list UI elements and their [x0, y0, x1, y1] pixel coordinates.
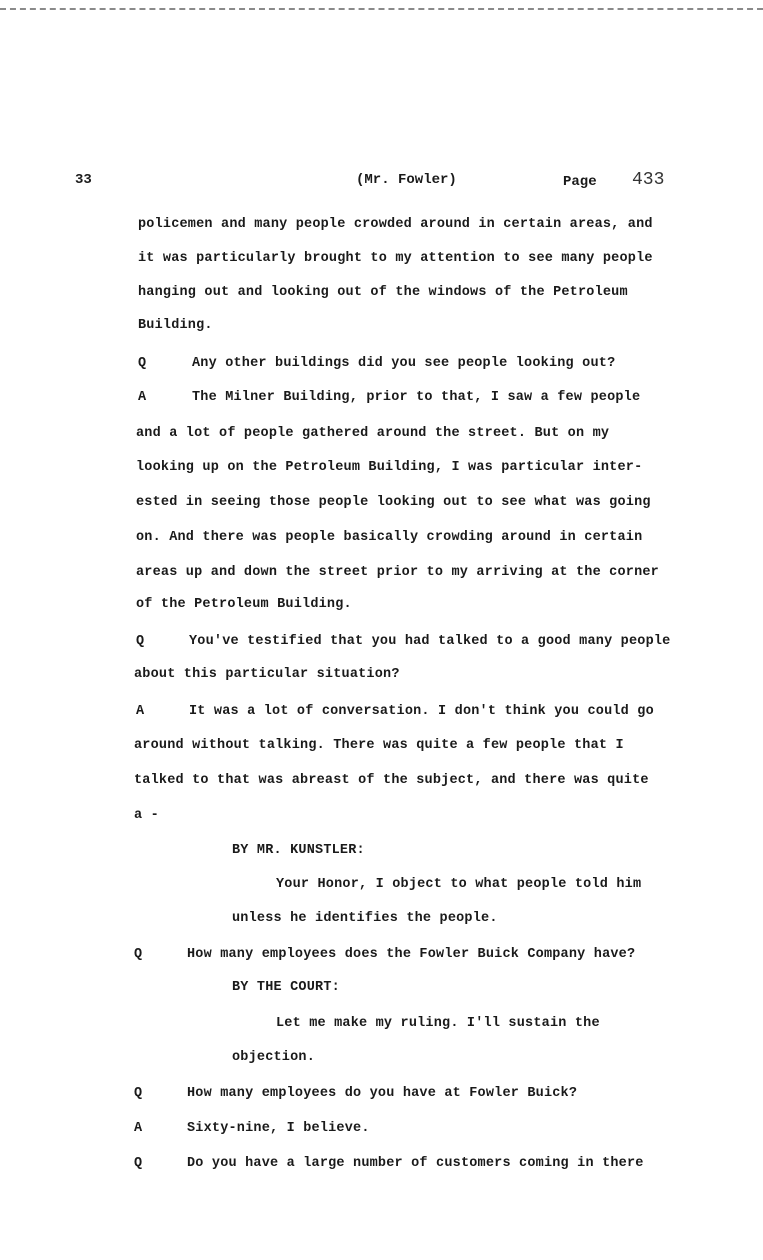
speaker-heading: BY THE COURT: [232, 980, 340, 995]
transcript-line: on. And there was people basically crowding around in certain [136, 530, 643, 545]
transcript-line: ested in seeing those people looking out to see what was going [136, 495, 651, 510]
transcript-line: How many employees do you have at Fowler Buick? [187, 1086, 578, 1101]
question-marker: Q [138, 356, 147, 371]
transcript-line: The Milner Building, prior to that, I saw a few people [192, 390, 641, 405]
answer-marker: A [136, 704, 145, 719]
page-number: 433 [632, 170, 665, 190]
transcript-line: Let me make my ruling. I'll sustain the [276, 1016, 600, 1031]
transcript-line: about this particular situation? [134, 667, 400, 682]
page-label: Page [563, 174, 597, 190]
page-top-edge [0, 0, 763, 10]
transcript-line: Sixty-nine, I believe. [187, 1121, 370, 1136]
transcript-line: How many employees does the Fowler Buick Company have? [187, 947, 636, 962]
transcript-line: around without talking. There was quite a few people that I [134, 738, 624, 753]
transcript-line: Your Honor, I object to what people told him [276, 877, 642, 892]
transcript-line: objection. [232, 1050, 316, 1065]
transcript-line: It was a lot of conversation. I don't think you could go [189, 704, 654, 719]
transcript-line: hanging out and looking out of the windows of the Petroleum [138, 285, 628, 300]
question-marker: Q [136, 634, 145, 649]
transcript-line: You've testified that you had talked to a good many people [189, 634, 671, 649]
question-marker: Q [134, 947, 143, 962]
transcript-line: it was particularly brought to my attention to see many people [138, 251, 653, 266]
question-marker: Q [134, 1156, 143, 1171]
witness-name: (Mr. Fowler) [356, 172, 457, 188]
transcript-line: unless he identifies the people. [232, 911, 498, 926]
transcript-line: of the Petroleum Building. [136, 597, 352, 612]
transcript-line: policemen and many people crowded around in certain areas, and [138, 217, 653, 232]
transcript-line: looking up on the Petroleum Building, I was particular inter- [136, 460, 643, 475]
transcript-line: Do you have a large number of customers coming in there [187, 1156, 644, 1171]
transcript-line: Any other buildings did you see people looking out? [192, 356, 616, 371]
question-marker: Q [134, 1086, 143, 1101]
answer-marker: A [138, 390, 147, 405]
left-page-number: 33 [75, 172, 92, 188]
transcript-line: talked to that was abreast of the subject, and there was quite [134, 773, 649, 788]
transcript-line: Building. [138, 318, 213, 333]
speaker-heading: BY MR. KUNSTLER: [232, 843, 365, 858]
transcript-line: and a lot of people gathered around the street. But on my [136, 426, 610, 441]
answer-marker: A [134, 1121, 143, 1136]
transcript-line: areas up and down the street prior to my arriving at the corner [136, 565, 659, 580]
transcript-line: a - [134, 808, 159, 823]
